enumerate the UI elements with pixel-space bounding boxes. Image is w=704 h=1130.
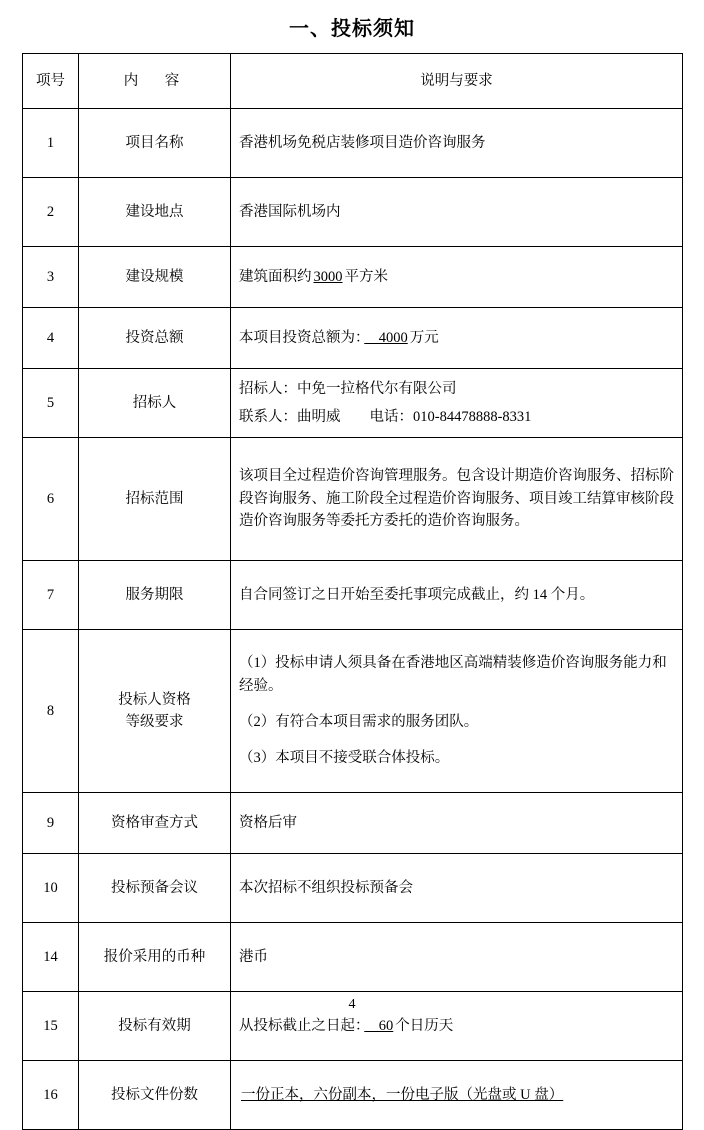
- row-no: 1: [23, 109, 79, 178]
- table-row: [23, 247, 683, 308]
- row-desc: 港币: [231, 923, 683, 992]
- table-row: [23, 308, 683, 369]
- header-cell-item: 内 容: [79, 54, 231, 109]
- desc-line: 招标人：中免一拉格代尔有限公司: [239, 381, 457, 398]
- header-cell-desc: 说明与要求: [231, 54, 683, 109]
- desc-line: （3）本项目不接受联合体投标。: [239, 750, 450, 767]
- desc-suffix: 个日历天: [395, 1017, 454, 1034]
- table-row: [23, 1061, 683, 1130]
- row-item: 投标文件份数: [79, 1061, 231, 1130]
- row-no: 5: [23, 369, 79, 438]
- desc-underlined-value: 60: [364, 1017, 394, 1034]
- row-item: 报价采用的币种: [79, 923, 231, 992]
- row-no: 6: [23, 438, 79, 561]
- table-row: [23, 630, 683, 793]
- row-desc: [231, 1061, 683, 1130]
- page-number: 4: [348, 997, 356, 1012]
- desc-suffix: 平方米: [344, 268, 388, 285]
- row-no: 4: [23, 308, 79, 369]
- table-row: [23, 178, 683, 247]
- row-item: 项目名称: [79, 109, 231, 178]
- row-item: 建设规模: [79, 247, 231, 308]
- table-row: [23, 793, 683, 854]
- row-desc: [231, 308, 683, 369]
- row-no: 3: [23, 247, 79, 308]
- desc-underlined-value: 4000: [364, 329, 408, 346]
- desc-suffix: 万元: [409, 329, 439, 346]
- table-row: [23, 561, 683, 630]
- row-no: 15: [23, 992, 79, 1061]
- row-desc: 本次招标不组织投标预备会: [231, 854, 683, 923]
- row-desc: 香港机场免税店装修项目造价咨询服务: [231, 109, 683, 178]
- row-item: [79, 630, 231, 793]
- row-item: 招标范围: [79, 438, 231, 561]
- row-no: 16: [23, 1061, 79, 1130]
- desc-line: （1）投标申请人须具备在香港地区高端精装修造价咨询服务能力和经验。: [239, 655, 667, 694]
- row-desc: [231, 247, 683, 308]
- row-desc: 自合同签订之日开始至委托事项完成截止，约 14 个月。: [231, 561, 683, 630]
- desc-prefix: 从投标截止之日起：: [239, 1017, 363, 1034]
- row-no: 14: [23, 923, 79, 992]
- desc-line: （2）有符合本项目需求的服务团队。: [239, 714, 479, 730]
- desc-line: 联系人：曲明威 电话：010-84478888-8331: [239, 408, 532, 425]
- row-item-line: 投标人资格: [118, 691, 191, 708]
- table-row: [23, 438, 683, 561]
- row-item: 投资总额: [79, 308, 231, 369]
- row-item: 投标预备会议: [79, 854, 231, 923]
- desc-underlined-value: 3000: [313, 268, 343, 285]
- row-item-line: 等级要求: [125, 714, 184, 730]
- desc-prefix: 建筑面积约: [239, 268, 312, 285]
- row-item: 投标有效期: [79, 992, 231, 1061]
- desc-underlined-value: 一份正本，六份副本，一份电子版（光盘或 U 盘）: [241, 1086, 564, 1103]
- row-item: 服务期限: [79, 561, 231, 630]
- row-desc: [231, 630, 683, 793]
- table-row: [23, 923, 683, 992]
- row-no: 7: [23, 561, 79, 630]
- header-cell-no: 项号: [23, 54, 79, 109]
- table-row: [23, 854, 683, 923]
- row-item: 建设地点: [79, 178, 231, 247]
- row-desc: 香港国际机场内: [231, 178, 683, 247]
- row-desc: 该项目全过程造价咨询管理服务。包含设计期造价咨询服务、招标阶段咨询服务、施工阶段全过程造价咨询服务、项目竣工结算审核阶段造价咨询服务等委托方委托的造价咨询服务。: [231, 438, 683, 561]
- table-header-row: [23, 54, 683, 109]
- row-no: 8: [23, 630, 79, 793]
- row-no: 9: [23, 793, 79, 854]
- row-item: 招标人: [79, 369, 231, 438]
- bid-notice-table: [22, 53, 683, 1130]
- row-desc: [231, 369, 683, 438]
- page-title: 一、投标须知: [289, 18, 415, 40]
- row-no: 2: [23, 178, 79, 247]
- row-item: 资格审查方式: [79, 793, 231, 854]
- table-row: [23, 369, 683, 438]
- table-row: [23, 109, 683, 178]
- row-desc: 资格后审: [231, 793, 683, 854]
- desc-prefix: 本项目投资总额为：: [239, 329, 363, 346]
- row-no: 10: [23, 854, 79, 923]
